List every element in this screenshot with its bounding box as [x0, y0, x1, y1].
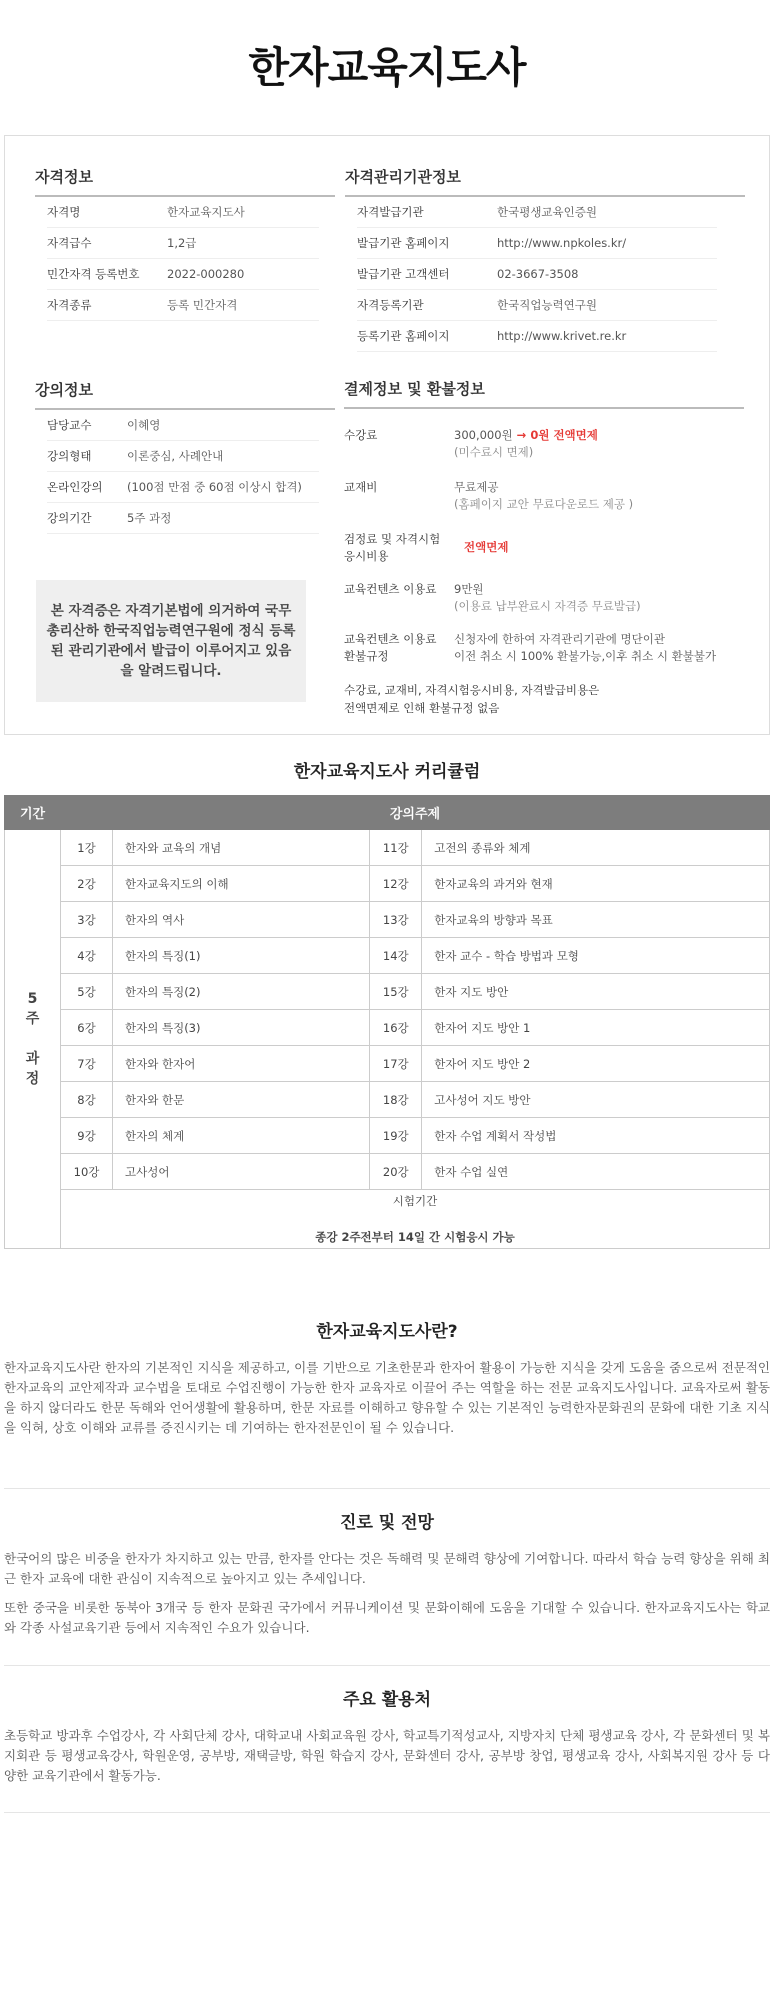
- row-key: 자격급수: [47, 236, 92, 250]
- period-text: 과: [25, 1051, 40, 1067]
- agency-row: [357, 197, 717, 228]
- lecture-num: 18강: [370, 1082, 422, 1118]
- lecture-num: 11강: [370, 830, 422, 866]
- refund-value-1: 신청자에 한하여 자격관리기관에 명단이관: [454, 632, 665, 646]
- lecture-row: [47, 503, 319, 534]
- registry-homepage-link[interactable]: http://www.krivet.re.kr: [497, 329, 627, 343]
- lecture-topic: 한자 교수 - 학습 방법과 모형: [422, 938, 770, 974]
- lecture-num: 10강: [61, 1154, 113, 1190]
- lecture-topic: 한자의 특징(3): [113, 1010, 370, 1046]
- final-note-1: 수강료, 교재비, 자격시험응시비용, 자격발급비용은: [344, 683, 600, 697]
- lecture-topic: 고사성어: [113, 1154, 370, 1190]
- lecture-num: 3강: [61, 902, 113, 938]
- exam-title: 시험기간: [392, 1194, 438, 1208]
- payment-title: 결제정보 및 환불정보: [344, 378, 744, 409]
- row-key: 담당교수: [47, 418, 92, 432]
- col-period: 기간: [5, 796, 61, 830]
- row-key: 자격등록기관: [357, 298, 424, 312]
- lecture-topic: 한자교육지도의 이해: [113, 866, 370, 902]
- lecture-num: 2강: [61, 866, 113, 902]
- lecture-num: 7강: [61, 1046, 113, 1082]
- row-value: (100점 만점 중 60점 이상시 합격): [127, 480, 302, 494]
- row-key: 민간자격 등록번호: [47, 267, 140, 281]
- final-note-2: 전액면제로 인해 환불규정 없음: [344, 701, 500, 715]
- row-value: 한국직업능력연구원: [497, 298, 597, 312]
- agency-homepage-link[interactable]: http://www.npkoles.kr/: [497, 236, 627, 250]
- payment-section: [344, 378, 744, 715]
- material-value: 무료제공: [454, 480, 499, 494]
- usage-body: 초등학교 방과후 수업강사, 각 사회단체 강사, 대학교내 사회교육원 강사, 학교특기적성교사, 지방자치 단체 평생교육 강사, 각 문화센터 및 복지회관 등 평생교육강사, 학원운영, 공부방, 재택글방, 학원 학습지 강사, 문화센터 강사, 공부방 창업, 평생교육 강사, 사회복지원 강사 등 다양한 교육기관에서 활동가능.: [4, 1728, 770, 1783]
- exam-value: 전액면제: [464, 540, 509, 554]
- row-value: 1,2급: [167, 236, 197, 250]
- lecture-topic: 한자와 교육의 개념: [113, 830, 370, 866]
- lecture-num: 14강: [370, 938, 422, 974]
- lecture-num: 16강: [370, 1010, 422, 1046]
- refund-label-2: 환불규정: [344, 649, 389, 663]
- lecture-num: 8강: [61, 1082, 113, 1118]
- row-key: 발급기관 고객센터: [357, 267, 450, 281]
- qual-row: [47, 290, 319, 321]
- row-value: 등록 민간자격: [167, 298, 238, 312]
- lecture-topic: 한자와 한자어: [113, 1046, 370, 1082]
- agency-info-section: [345, 166, 745, 352]
- lecture-topic: 한자 수업 실연: [422, 1154, 770, 1190]
- lecture-topic: 고사성어 지도 방안: [422, 1082, 770, 1118]
- agency-info-title: 자격관리기관정보: [345, 166, 745, 197]
- row-key: 자격발급기관: [357, 205, 424, 219]
- lecture-topic: 한자교육의 과거와 현재: [422, 866, 770, 902]
- lecture-num: 1강: [61, 830, 113, 866]
- career-body-2: 또한 중국을 비롯한 동북아 3개국 등 한자 문화권 국가에서 커뮤니케이션 및 문화이해에 도움을 기대할 수 있습니다. 한자교육지도사는 학교와 각종 사설교육기관 등에서 지속적인 수요가 있습니다.: [4, 1600, 770, 1635]
- refund-value-2: 이전 취소 시 100% 환불가능,이후 취소 시 환불불가: [454, 649, 717, 663]
- lecture-num: 4강: [61, 938, 113, 974]
- exam-row: [5, 1190, 770, 1249]
- material-sub: (홈페이지 교안 무료다운로드 제공 ): [454, 497, 634, 511]
- row-key: 발급기관 홈페이지: [357, 236, 450, 250]
- career-title: 진로 및 전망: [340, 1513, 434, 1533]
- table-row: [5, 1082, 770, 1118]
- content-value: 9만원: [454, 582, 484, 596]
- lecture-num: 20강: [370, 1154, 422, 1190]
- about-section: [4, 1317, 770, 1438]
- lecture-topic: 한자와 한문: [113, 1082, 370, 1118]
- row-key: 온라인강의: [47, 480, 103, 494]
- table-row: [5, 866, 770, 902]
- qual-row: [47, 259, 319, 290]
- qual-row: [47, 197, 319, 228]
- refund-label-1: 교육컨텐츠 이용료: [344, 632, 437, 646]
- refund-row: [344, 631, 716, 665]
- lecture-num: 9강: [61, 1118, 113, 1154]
- exam-fee-row: [344, 531, 508, 565]
- table-row: [5, 830, 770, 866]
- table-row: [5, 1046, 770, 1082]
- row-value: 02-3667-3508: [497, 267, 579, 281]
- content-row: [344, 581, 641, 615]
- table-row: [5, 938, 770, 974]
- lecture-num: 15강: [370, 974, 422, 1010]
- row-key: 자격명: [47, 205, 81, 219]
- curriculum-table: [4, 795, 770, 1249]
- career-body-1: 한국어의 많은 비중을 한자가 차지하고 있는 만큼, 한자를 안다는 것은 독해력 및 문해력 향상에 기여합니다. 따라서 학습 능력 향상을 위해 최근 한자 교육에 대한 관심이 지속적으로 높아지고 있는 추세입니다.: [4, 1551, 770, 1586]
- row-key: 강의기간: [47, 511, 92, 525]
- agency-row: [357, 228, 717, 259]
- lecture-num: 6강: [61, 1010, 113, 1046]
- period-text: 5: [27, 991, 38, 1007]
- qual-info-title: 자격정보: [35, 166, 335, 197]
- table-row: [5, 1118, 770, 1154]
- period-text: 주: [25, 1011, 40, 1027]
- career-section: [4, 1508, 770, 1638]
- page-title: 한자교육지도사: [248, 43, 526, 92]
- period-text: 정: [25, 1071, 40, 1087]
- lecture-row: [47, 472, 319, 503]
- content-sub: (이용료 납부완료시 자격증 무료발급): [454, 599, 641, 613]
- notice-box: 본 자격증은 자격기본법에 의거하여 국무총리산하 한국직업능력연구원에 정식 등록된 관리기관에서 발급이 이루어지고 있음을 알려드립니다.: [36, 580, 306, 702]
- about-title: 한자교육지도사란?: [316, 1322, 458, 1342]
- row-key: 등록기관 홈페이지: [357, 329, 450, 343]
- curriculum-title: 한자교육지도사 커리큘럼: [293, 762, 481, 782]
- lecture-topic: 한자 수업 계획서 작성법: [422, 1118, 770, 1154]
- lecture-num: 5강: [61, 974, 113, 1010]
- lecture-num: 13강: [370, 902, 422, 938]
- agency-row: [357, 290, 717, 321]
- row-key: 강의형태: [47, 449, 92, 463]
- lecture-topic: 한자의 특징(1): [113, 938, 370, 974]
- table-row: [5, 1010, 770, 1046]
- exam-cell: [61, 1190, 770, 1249]
- lecture-topic: 한자의 체계: [113, 1118, 370, 1154]
- row-key: 자격종류: [47, 298, 92, 312]
- row-value: 이혜영: [127, 418, 161, 432]
- qual-row: [47, 228, 319, 259]
- lecture-num: 19강: [370, 1118, 422, 1154]
- divider: [4, 1488, 770, 1489]
- table-row: [5, 974, 770, 1010]
- agency-row: [357, 321, 717, 352]
- fee-sub: (미수료시 면제): [454, 445, 534, 459]
- period-cell: [5, 830, 61, 1249]
- usage-section: [4, 1685, 770, 1786]
- table-row: [5, 902, 770, 938]
- divider: [4, 1812, 770, 1813]
- row-value: 한자교육지도사: [167, 205, 245, 219]
- exam-label-2: 응시비용: [344, 549, 389, 563]
- material-label: 교재비: [344, 480, 378, 494]
- row-value: 한국평생교육인증원: [497, 205, 597, 219]
- lecture-topic: 한자어 지도 방안 1: [422, 1010, 770, 1046]
- final-note: [344, 681, 599, 717]
- exam-desc: 종강 2주전부터 14일 간 시험응시 가능: [315, 1230, 515, 1244]
- table-row: [5, 1154, 770, 1190]
- fee-row: [344, 427, 598, 461]
- lecture-topic: 한자교육의 방향과 목표: [422, 902, 770, 938]
- about-body: 한자교육지도사란 한자의 기본적인 지식을 제공하고, 이를 기반으로 기초한문과 한자어 활용이 가능한 지식을 갖게 도움을 줌으로써 전문적인 한자교육의 교안제작과 교수법을 토대로 수업진행이 가능한 한자 교육자로 이끌어 주는 역할을 하는 전문 교육지도사입니다. 교육자로써 활동을 하지 않더라도 한문 독해와 언어생활에 활용하며, 한문 자료를 이해하고 향유할 수 있는 기본적인 능력한자문화권의 문화에 대한 기초 지식을 익혀, 상호 이해와 교류를 증진시키는 데 기여하는 한자전문인이 될 수 있습니다.: [4, 1360, 770, 1435]
- exam-label-1: 검정료 및 자격시험: [344, 532, 441, 546]
- lecture-num: 12강: [370, 866, 422, 902]
- fee-arrow: →: [512, 428, 531, 442]
- fee-label: 수강료: [344, 428, 378, 442]
- lecture-num: 17강: [370, 1046, 422, 1082]
- col-topic: 강의주제: [61, 796, 770, 830]
- divider: [4, 1665, 770, 1666]
- agency-row: [357, 259, 717, 290]
- material-row: [344, 479, 633, 513]
- row-value: 2022-000280: [167, 267, 245, 281]
- lecture-info-title: 강의정보: [35, 379, 335, 410]
- lecture-topic: 한자 지도 방안: [422, 974, 770, 1010]
- lecture-topic: 고전의 종류와 체계: [422, 830, 770, 866]
- lecture-topic: 한자의 특징(2): [113, 974, 370, 1010]
- lecture-row: [47, 441, 319, 472]
- row-value: 5주 과정: [127, 511, 172, 525]
- qual-info-section: [35, 166, 335, 321]
- lecture-topic: 한자의 역사: [113, 902, 370, 938]
- lecture-row: [47, 410, 319, 441]
- lecture-info-section: [35, 379, 335, 534]
- lecture-topic: 한자어 지도 방안 2: [422, 1046, 770, 1082]
- fee-free: 0원 전액면제: [530, 428, 598, 442]
- row-value: 이론중심, 사례안내: [127, 449, 224, 463]
- content-label: 교육컨텐츠 이용료: [344, 582, 437, 596]
- usage-title: 주요 활용처: [342, 1690, 432, 1710]
- fee-price: 300,000원: [454, 428, 513, 442]
